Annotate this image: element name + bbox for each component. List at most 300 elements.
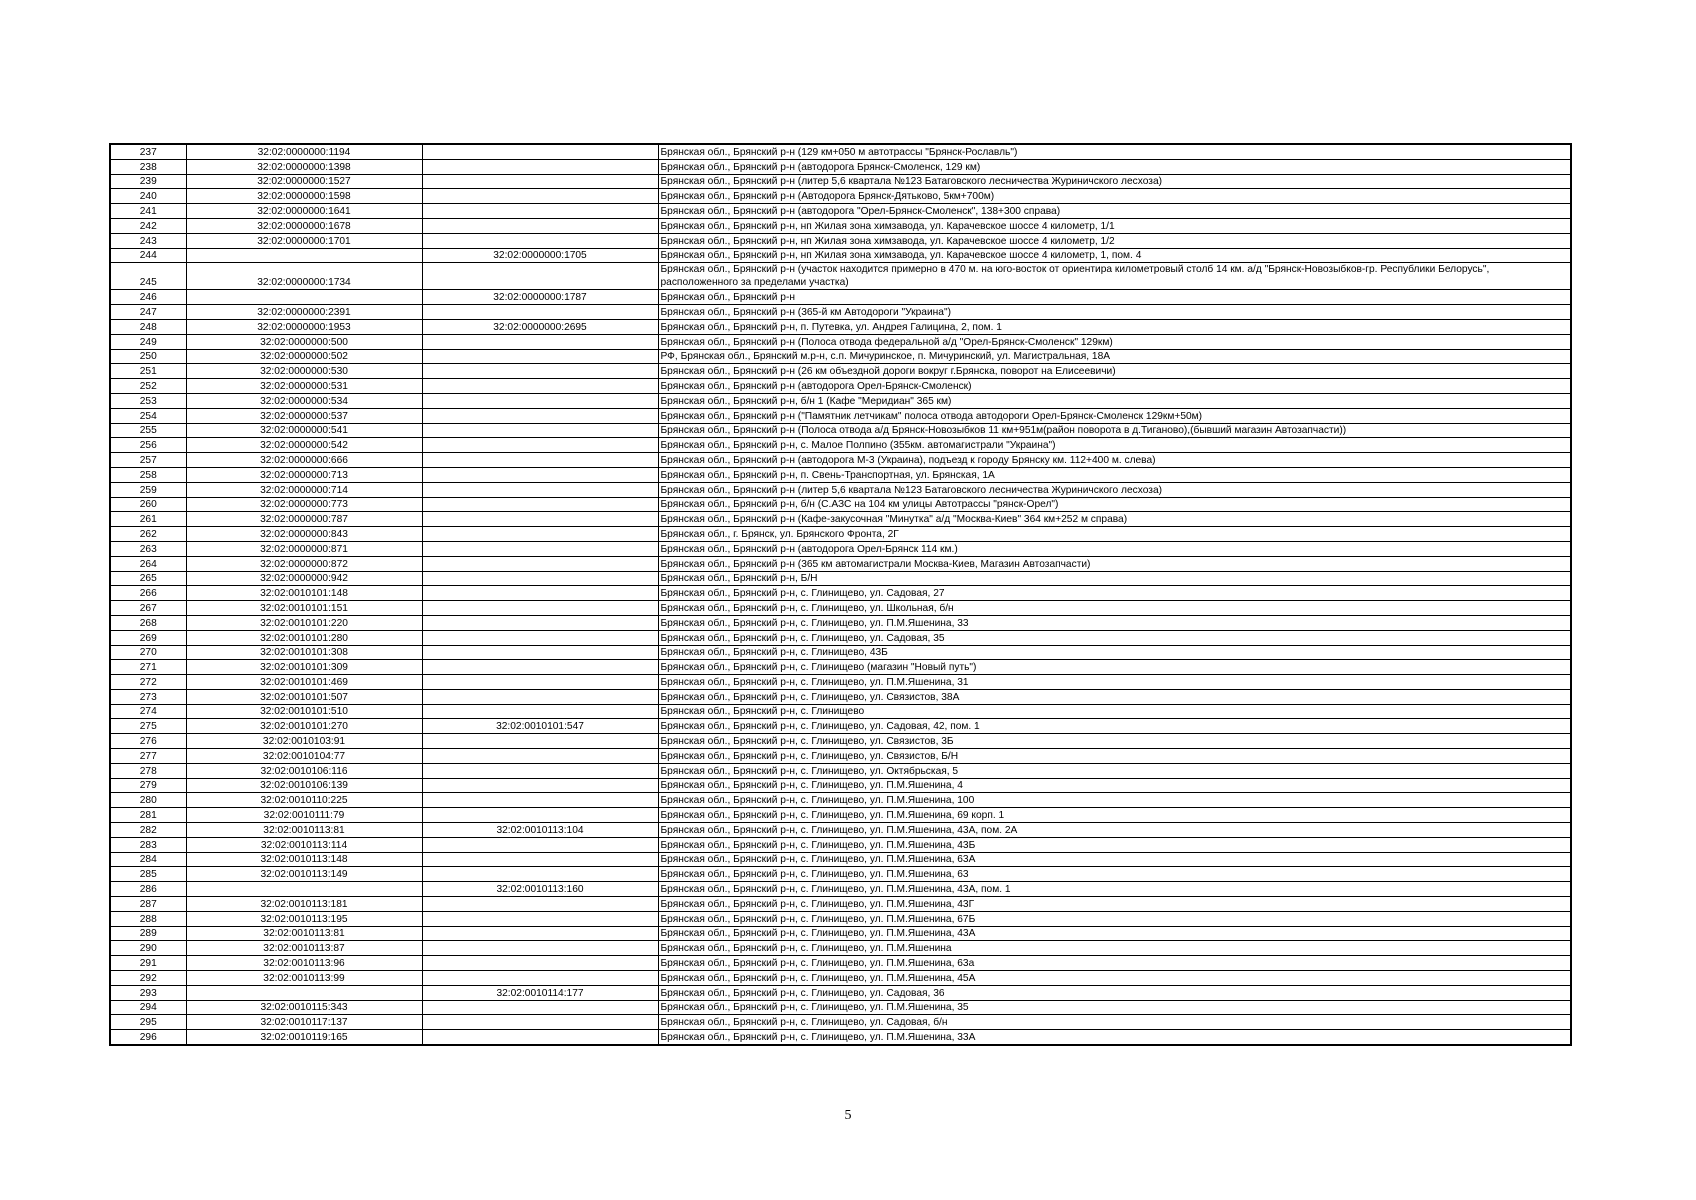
cadastral-number-cell: 32:02:0010101:308 — [186, 645, 422, 660]
table-row — [110, 704, 1571, 719]
cadastral-number-cell — [186, 985, 422, 1000]
cadastral-number-cell: 32:02:0000000:1527 — [186, 174, 422, 189]
address-cell: Брянская обл., Брянский р-н (365-й км Автодороги "Украина") — [658, 305, 1571, 320]
address-cell: Брянская обл., Брянский р-н, с. Глинищево (магазин "Новый путь") — [658, 660, 1571, 675]
row-number-cell: 261 — [110, 512, 186, 527]
address-cell: Брянская обл., Брянский р-н (участок находится примерно в 470 м. на юго-восток от ориентира километровый столб 14 км. а/д "Брянск-Новозыбков-гр. Республики Белорусь", расположенного за пределами участка) — [658, 263, 1571, 290]
address-cell: Брянская обл., Брянский р-н, с. Глинищево, ул. Садовая, 36 — [658, 985, 1571, 1000]
cadastral-number-cell: 32:02:0010113:181 — [186, 897, 422, 912]
table-row — [110, 393, 1571, 408]
table-row — [110, 423, 1571, 438]
cadastral-number-cell: 32:02:0000000:531 — [186, 379, 422, 394]
address-cell: Брянская обл., Брянский р-н, с. Глинищево, ул. П.М.Яшенина, 43Б — [658, 837, 1571, 852]
cadastral-number-cell: 32:02:0000000:843 — [186, 527, 422, 542]
table-row — [110, 778, 1571, 793]
table-body — [110, 144, 1571, 1045]
secondary-cadastral-number-cell: 32:02:0010113:160 — [422, 882, 658, 897]
table-row — [110, 808, 1571, 823]
address-cell: Брянская обл., Брянский р-н, с. Глинищево, ул. П.М.Яшенина, 63 — [658, 867, 1571, 882]
cadastral-number-cell: 32:02:0010101:148 — [186, 586, 422, 601]
table-row — [110, 719, 1571, 734]
secondary-cadastral-number-cell — [422, 941, 658, 956]
cadastral-number-cell: 32:02:0000000:942 — [186, 571, 422, 586]
address-cell: Брянская обл., Брянский р-н, с. Глинищево, ул. П.М.Яшенина, 43А — [658, 926, 1571, 941]
cadastral-number-cell: 32:02:0000000:773 — [186, 497, 422, 512]
address-cell: Брянская обл., Брянский р-н, нп Жилая зона химзавода, ул. Карачевское шоссе 4 километр, 1/1 — [658, 218, 1571, 233]
address-cell: Брянская обл., Брянский р-н, с. Глинищево, 43Б — [658, 645, 1571, 660]
address-cell: Брянская обл., Брянский р-н, б/н 1 (Кафе "Меридиан" 365 км) — [658, 393, 1571, 408]
secondary-cadastral-number-cell — [422, 512, 658, 527]
secondary-cadastral-number-cell: 32:02:0000000:1705 — [422, 248, 658, 263]
cadastral-number-cell: 32:02:0000000:1953 — [186, 319, 422, 334]
table-row — [110, 438, 1571, 453]
address-cell: Брянская обл., Брянский р-н, с. Малое Полпино (355км. автомагистрали "Украина") — [658, 438, 1571, 453]
cadastral-number-cell: 32:02:0000000:1641 — [186, 204, 422, 219]
cadastral-number-cell: 32:02:0000000:1734 — [186, 263, 422, 290]
address-cell: Брянская обл., Брянский р-н, с. Глинищево, ул. Октябрьская, 5 — [658, 763, 1571, 778]
secondary-cadastral-number-cell — [422, 645, 658, 660]
row-number-cell: 237 — [110, 144, 186, 159]
table-row — [110, 734, 1571, 749]
secondary-cadastral-number-cell — [422, 527, 658, 542]
cadastral-number-cell: 32:02:0010113:195 — [186, 911, 422, 926]
table-row — [110, 1015, 1571, 1030]
table-row — [110, 571, 1571, 586]
secondary-cadastral-number-cell — [422, 263, 658, 290]
row-number-cell: 290 — [110, 941, 186, 956]
address-cell: Брянская обл., Брянский р-н, с. Глинищево, ул. Связистов, Б/Н — [658, 749, 1571, 764]
row-number-cell: 291 — [110, 956, 186, 971]
cadastral-number-cell: 32:02:0000000:534 — [186, 393, 422, 408]
table-row — [110, 305, 1571, 320]
secondary-cadastral-number-cell — [422, 778, 658, 793]
address-cell: Брянская обл., Брянский р-н, с. Глинищево, ул. П.М.Яшенина, 31 — [658, 675, 1571, 690]
secondary-cadastral-number-cell — [422, 159, 658, 174]
table-row — [110, 1030, 1571, 1045]
address-cell: Брянская обл., Брянский р-н (Полоса отвода федеральной а/д "Орел-Брянск-Смоленск" 129км) — [658, 334, 1571, 349]
row-number-cell: 274 — [110, 704, 186, 719]
address-cell: Брянская обл., Брянский р-н, с. Глинищево, ул. П.М.Яшенина, 43А, пом. 1 — [658, 882, 1571, 897]
row-number-cell: 239 — [110, 174, 186, 189]
secondary-cadastral-number-cell — [422, 689, 658, 704]
row-number-cell: 247 — [110, 305, 186, 320]
table-row — [110, 926, 1571, 941]
address-cell: Брянская обл., Брянский р-н, нп Жилая зона химзавода, ул. Карачевское шоссе 4 километр, 1/2 — [658, 233, 1571, 248]
secondary-cadastral-number-cell — [422, 734, 658, 749]
address-cell: Брянская обл., Брянский р-н (Автодорога Брянск-Дятьково, 5км+700м) — [658, 189, 1571, 204]
page-number: 5 — [844, 1108, 852, 1123]
cadastral-number-cell: 32:02:0000000:1701 — [186, 233, 422, 248]
secondary-cadastral-number-cell — [422, 453, 658, 468]
row-number-cell: 272 — [110, 675, 186, 690]
row-number-cell: 264 — [110, 556, 186, 571]
secondary-cadastral-number-cell — [422, 497, 658, 512]
table-row — [110, 204, 1571, 219]
cadastral-table — [109, 143, 1572, 1046]
secondary-cadastral-number-cell — [422, 233, 658, 248]
cadastral-number-cell: 32:02:0000000:502 — [186, 349, 422, 364]
table-row — [110, 586, 1571, 601]
row-number-cell: 254 — [110, 408, 186, 423]
cadastral-number-cell: 32:02:0010101:151 — [186, 601, 422, 616]
cadastral-number-cell: 32:02:0000000:541 — [186, 423, 422, 438]
cadastral-number-cell: 32:02:0010101:469 — [186, 675, 422, 690]
cadastral-number-cell: 32:02:0000000:2391 — [186, 305, 422, 320]
table-row — [110, 675, 1571, 690]
row-number-cell: 267 — [110, 601, 186, 616]
table-row — [110, 512, 1571, 527]
secondary-cadastral-number-cell — [422, 379, 658, 394]
secondary-cadastral-number-cell — [422, 749, 658, 764]
table-row — [110, 189, 1571, 204]
table-row — [110, 749, 1571, 764]
secondary-cadastral-number-cell: 32:02:0000000:1787 — [422, 290, 658, 305]
address-cell: Брянская обл., Брянский р-н, с. Глинищево, ул. П.М.Яшенина, 63а — [658, 956, 1571, 971]
secondary-cadastral-number-cell: 32:02:0000000:2695 — [422, 319, 658, 334]
table-row — [110, 453, 1571, 468]
address-cell: Брянская обл., Брянский р-н, с. Глинищево, ул. П.М.Яшенина, 43Г — [658, 897, 1571, 912]
cadastral-number-cell: 32:02:0010101:309 — [186, 660, 422, 675]
secondary-cadastral-number-cell — [422, 218, 658, 233]
row-number-cell: 280 — [110, 793, 186, 808]
secondary-cadastral-number-cell — [422, 541, 658, 556]
row-number-cell: 283 — [110, 837, 186, 852]
secondary-cadastral-number-cell — [422, 911, 658, 926]
row-number-cell: 250 — [110, 349, 186, 364]
address-cell: Брянская обл., Брянский р-н, п. Путевка, ул. Андрея Галицина, 2, пом. 1 — [658, 319, 1571, 334]
secondary-cadastral-number-cell — [422, 204, 658, 219]
secondary-cadastral-number-cell — [422, 393, 658, 408]
row-number-cell: 279 — [110, 778, 186, 793]
table-row — [110, 248, 1571, 263]
row-number-cell: 246 — [110, 290, 186, 305]
cadastral-number-cell: 32:02:0010113:81 — [186, 823, 422, 838]
row-number-cell: 277 — [110, 749, 186, 764]
table-row — [110, 556, 1571, 571]
table-row — [110, 263, 1571, 290]
address-cell: Брянская обл., Брянский р-н, с. Глинищево, ул. П.М.Яшенина, 67Б — [658, 911, 1571, 926]
table-row — [110, 897, 1571, 912]
address-cell: Брянская обл., Брянский р-н, с. Глинищево, ул. П.М.Яшенина, 4 — [658, 778, 1571, 793]
table-row — [110, 379, 1571, 394]
cadastral-number-cell: 32:02:0010119:165 — [186, 1030, 422, 1045]
secondary-cadastral-number-cell — [422, 971, 658, 986]
row-number-cell: 293 — [110, 985, 186, 1000]
row-number-cell: 292 — [110, 971, 186, 986]
table-row — [110, 290, 1571, 305]
cadastral-number-cell: 32:02:0010113:87 — [186, 941, 422, 956]
table-row — [110, 408, 1571, 423]
cadastral-number-cell: 32:02:0010117:137 — [186, 1015, 422, 1030]
address-cell: Брянская обл., Брянский р-н (Кафе-закусочная "Минутка" а/д "Москва-Киев" 364 км+252 м справа) — [658, 512, 1571, 527]
cadastral-number-cell: 32:02:0010106:116 — [186, 763, 422, 778]
row-number-cell: 243 — [110, 233, 186, 248]
secondary-cadastral-number-cell: 32:02:0010101:547 — [422, 719, 658, 734]
cadastral-number-cell: 32:02:0010113:149 — [186, 867, 422, 882]
address-cell: Брянская обл., Брянский р-н, с. Глинищево, ул. П.М.Яшенина — [658, 941, 1571, 956]
row-number-cell: 287 — [110, 897, 186, 912]
cadastral-number-cell: 32:02:0010111:79 — [186, 808, 422, 823]
table-row — [110, 615, 1571, 630]
row-number-cell: 252 — [110, 379, 186, 394]
secondary-cadastral-number-cell — [422, 601, 658, 616]
table-row — [110, 467, 1571, 482]
secondary-cadastral-number-cell — [422, 675, 658, 690]
secondary-cadastral-number-cell — [422, 586, 658, 601]
secondary-cadastral-number-cell — [422, 660, 658, 675]
secondary-cadastral-number-cell — [422, 467, 658, 482]
cadastral-number-cell: 32:02:0010104:77 — [186, 749, 422, 764]
row-number-cell: 281 — [110, 808, 186, 823]
table-row — [110, 985, 1571, 1000]
table-row — [110, 867, 1571, 882]
cadastral-number-cell — [186, 882, 422, 897]
row-number-cell: 268 — [110, 615, 186, 630]
secondary-cadastral-number-cell — [422, 408, 658, 423]
row-number-cell: 269 — [110, 630, 186, 645]
cadastral-number-cell: 32:02:0010101:510 — [186, 704, 422, 719]
row-number-cell: 295 — [110, 1015, 186, 1030]
cadastral-number-cell: 32:02:0010101:220 — [186, 615, 422, 630]
cadastral-number-cell: 32:02:0000000:1194 — [186, 144, 422, 159]
table-row — [110, 541, 1571, 556]
table-row — [110, 159, 1571, 174]
table-row — [110, 349, 1571, 364]
address-cell: Брянская обл., Брянский р-н, с. Глинищево, ул. Связистов, 38А — [658, 689, 1571, 704]
secondary-cadastral-number-cell — [422, 571, 658, 586]
table-row — [110, 971, 1571, 986]
row-number-cell: 289 — [110, 926, 186, 941]
cadastral-number-cell: 32:02:0000000:1598 — [186, 189, 422, 204]
address-cell: Брянская обл., Брянский р-н, с. Глинищево, ул. П.М.Яшенина, 63А — [658, 852, 1571, 867]
cadastral-number-cell: 32:02:0010113:99 — [186, 971, 422, 986]
secondary-cadastral-number-cell — [422, 808, 658, 823]
secondary-cadastral-number-cell — [422, 364, 658, 379]
table-row — [110, 218, 1571, 233]
cadastral-number-cell: 32:02:0010113:96 — [186, 956, 422, 971]
address-cell: Брянская обл., Брянский р-н (365 км автомагистрали Москва-Киев, Магазин Автозапчасти) — [658, 556, 1571, 571]
address-cell: Брянская обл., Брянский р-н (автодорога Орел-Брянск-Смоленск) — [658, 379, 1571, 394]
row-number-cell: 296 — [110, 1030, 186, 1045]
secondary-cadastral-number-cell — [422, 423, 658, 438]
table-row — [110, 660, 1571, 675]
secondary-cadastral-number-cell — [422, 852, 658, 867]
row-number-cell: 278 — [110, 763, 186, 778]
cadastral-number-cell: 32:02:0010101:270 — [186, 719, 422, 734]
address-cell: Брянская обл., Брянский р-н, нп Жилая зона химзавода, ул. Карачевское шоссе 4 километр, 1, пом. 4 — [658, 248, 1571, 263]
address-cell: Брянская обл., Брянский р-н (автодорога Орел-Брянск 114 км.) — [658, 541, 1571, 556]
address-cell: Брянская обл., Брянский р-н, с. Глинищево, ул. П.М.Яшенина, 35 — [658, 1000, 1571, 1015]
address-cell: Брянская обл., Брянский р-н, с. Глинищево, ул. П.М.Яшенина, 69 корп. 1 — [658, 808, 1571, 823]
table-row — [110, 941, 1571, 956]
row-number-cell: 284 — [110, 852, 186, 867]
table-row — [110, 482, 1571, 497]
address-cell: Брянская обл., Брянский р-н, с. Глинищево, ул. П.М.Яшенина, 33А — [658, 1030, 1571, 1045]
secondary-cadastral-number-cell — [422, 482, 658, 497]
table-row — [110, 630, 1571, 645]
address-cell: Брянская обл., Брянский р-н (Полоса отвода а/д Брянск-Новозыбков 11 км+951м(район поворота в д.Тиганово),(бывший магазин Автозапчасти)) — [658, 423, 1571, 438]
cadastral-number-cell: 32:02:0010101:280 — [186, 630, 422, 645]
address-cell: Брянская обл., Брянский р-н, с. Глинищево, ул. П.М.Яшенина, 100 — [658, 793, 1571, 808]
table-row — [110, 763, 1571, 778]
row-number-cell: 256 — [110, 438, 186, 453]
secondary-cadastral-number-cell — [422, 189, 658, 204]
row-number-cell: 276 — [110, 734, 186, 749]
table-row — [110, 837, 1571, 852]
row-number-cell: 251 — [110, 364, 186, 379]
row-number-cell: 238 — [110, 159, 186, 174]
table-row — [110, 364, 1571, 379]
row-number-cell: 257 — [110, 453, 186, 468]
table-row — [110, 174, 1571, 189]
table-row — [110, 233, 1571, 248]
row-number-cell: 249 — [110, 334, 186, 349]
address-cell: Брянская обл., Брянский р-н (26 км объездной дороги вокруг г.Брянска, поворот на Елисеевичи) — [658, 364, 1571, 379]
row-number-cell: 242 — [110, 218, 186, 233]
cadastral-number-cell: 32:02:0000000:714 — [186, 482, 422, 497]
cadastral-number-cell: 32:02:0000000:872 — [186, 556, 422, 571]
cadastral-number-cell: 32:02:0010106:139 — [186, 778, 422, 793]
cadastral-number-cell: 32:02:0010115:343 — [186, 1000, 422, 1015]
row-number-cell: 263 — [110, 541, 186, 556]
row-number-cell: 285 — [110, 867, 186, 882]
cadastral-number-cell: 32:02:0010113:114 — [186, 837, 422, 852]
address-cell: Брянская обл., Брянский р-н, с. Глинищево, ул. Садовая, 42, пом. 1 — [658, 719, 1571, 734]
secondary-cadastral-number-cell — [422, 704, 658, 719]
cadastral-number-cell: 32:02:0000000:1678 — [186, 218, 422, 233]
secondary-cadastral-number-cell — [422, 897, 658, 912]
table-row — [110, 956, 1571, 971]
cadastral-number-cell: 32:02:0000000:530 — [186, 364, 422, 379]
row-number-cell: 255 — [110, 423, 186, 438]
row-number-cell: 258 — [110, 467, 186, 482]
cadastral-number-cell: 32:02:0000000:542 — [186, 438, 422, 453]
row-number-cell: 262 — [110, 527, 186, 542]
table-row — [110, 645, 1571, 660]
table-row — [110, 689, 1571, 704]
address-cell: Брянская обл., Брянский р-н (автодорога М-3 (Украина), подъезд к городу Брянску км. 112+400 м. слева) — [658, 453, 1571, 468]
address-cell: Брянская обл., г. Брянск, ул. Брянского Фронта, 2Г — [658, 527, 1571, 542]
cadastral-number-cell: 32:02:0000000:537 — [186, 408, 422, 423]
secondary-cadastral-number-cell — [422, 305, 658, 320]
row-number-cell: 241 — [110, 204, 186, 219]
row-number-cell: 275 — [110, 719, 186, 734]
secondary-cadastral-number-cell — [422, 630, 658, 645]
table-row — [110, 793, 1571, 808]
secondary-cadastral-number-cell — [422, 763, 658, 778]
secondary-cadastral-number-cell — [422, 1000, 658, 1015]
address-cell: Брянская обл., Брянский р-н, п. Свень-Транспортная, ул. Брянская, 1А — [658, 467, 1571, 482]
row-number-cell: 265 — [110, 571, 186, 586]
row-number-cell: 259 — [110, 482, 186, 497]
secondary-cadastral-number-cell — [422, 1015, 658, 1030]
table-row — [110, 1000, 1571, 1015]
table-row — [110, 882, 1571, 897]
table-row — [110, 852, 1571, 867]
row-number-cell: 286 — [110, 882, 186, 897]
address-cell: Брянская обл., Брянский р-н, с. Глинищево, ул. П.М.Яшенина, 33 — [658, 615, 1571, 630]
row-number-cell: 245 — [110, 263, 186, 290]
cadastral-number-cell: 32:02:0000000:713 — [186, 467, 422, 482]
table-row — [110, 601, 1571, 616]
address-cell: Брянская обл., Брянский р-н — [658, 290, 1571, 305]
address-cell: Брянская обл., Брянский р-н (автодорога Брянск-Смоленск, 129 км) — [658, 159, 1571, 174]
row-number-cell: 288 — [110, 911, 186, 926]
cadastral-number-cell: 32:02:0000000:500 — [186, 334, 422, 349]
cadastral-number-cell: 32:02:0010113:81 — [186, 926, 422, 941]
address-cell: Брянская обл., Брянский р-н, б/н (С.АЗС на 104 км улицы Автотрассы "рянск-Орел") — [658, 497, 1571, 512]
row-number-cell: 260 — [110, 497, 186, 512]
table-row — [110, 527, 1571, 542]
secondary-cadastral-number-cell — [422, 349, 658, 364]
address-cell: Брянская обл., Брянский р-н, с. Глинищево — [658, 704, 1571, 719]
cadastral-number-cell: 32:02:0000000:787 — [186, 512, 422, 527]
secondary-cadastral-number-cell — [422, 793, 658, 808]
row-number-cell: 266 — [110, 586, 186, 601]
secondary-cadastral-number-cell: 32:02:0010114:177 — [422, 985, 658, 1000]
address-cell: Брянская обл., Брянский р-н, с. Глинищево, ул. Садовая, б/н — [658, 1015, 1571, 1030]
row-number-cell: 270 — [110, 645, 186, 660]
row-number-cell: 253 — [110, 393, 186, 408]
secondary-cadastral-number-cell — [422, 556, 658, 571]
secondary-cadastral-number-cell: 32:02:0010113:104 — [422, 823, 658, 838]
cadastral-number-cell: 32:02:0000000:871 — [186, 541, 422, 556]
table-row — [110, 334, 1571, 349]
row-number-cell: 248 — [110, 319, 186, 334]
address-cell: Брянская обл., Брянский р-н, с. Глинищево, ул. Садовая, 27 — [658, 586, 1571, 601]
address-cell: Брянская обл., Брянский р-н (129 км+050 м автотрассы "Брянск-Рославль") — [658, 144, 1571, 159]
address-cell: Брянская обл., Брянский р-н (литер 5,6 квартала №123 Батаговского лесничества Журиничского лесхоза) — [658, 174, 1571, 189]
address-cell: Брянская обл., Брянский р-н, с. Глинищево, ул. П.М.Яшенина, 45А — [658, 971, 1571, 986]
cadastral-number-cell: 32:02:0000000:666 — [186, 453, 422, 468]
secondary-cadastral-number-cell — [422, 615, 658, 630]
secondary-cadastral-number-cell — [422, 926, 658, 941]
address-cell: РФ, Брянская обл., Брянский м.р-н, с.п. Мичуринское, п. Мичуринский, ул. Магистральная, 18А — [658, 349, 1571, 364]
table-row — [110, 911, 1571, 926]
cadastral-number-cell: 32:02:0010110:225 — [186, 793, 422, 808]
secondary-cadastral-number-cell — [422, 438, 658, 453]
table-row — [110, 823, 1571, 838]
table-row — [110, 144, 1571, 159]
table-row — [110, 319, 1571, 334]
cadastral-number-cell: 32:02:0000000:1398 — [186, 159, 422, 174]
row-number-cell: 240 — [110, 189, 186, 204]
row-number-cell: 244 — [110, 248, 186, 263]
row-number-cell: 273 — [110, 689, 186, 704]
address-cell: Брянская обл., Брянский р-н, Б/Н — [658, 571, 1571, 586]
cadastral-number-cell: 32:02:0010113:148 — [186, 852, 422, 867]
secondary-cadastral-number-cell — [422, 867, 658, 882]
cadastral-number-cell — [186, 290, 422, 305]
secondary-cadastral-number-cell — [422, 1030, 658, 1045]
address-cell: Брянская обл., Брянский р-н, с. Глинищево, ул. Связистов, 3Б — [658, 734, 1571, 749]
secondary-cadastral-number-cell — [422, 174, 658, 189]
row-number-cell: 294 — [110, 1000, 186, 1015]
table-row — [110, 497, 1571, 512]
secondary-cadastral-number-cell — [422, 956, 658, 971]
cadastral-number-cell — [186, 248, 422, 263]
cadastral-number-cell: 32:02:0010101:507 — [186, 689, 422, 704]
address-cell: Брянская обл., Брянский р-н, с. Глинищево, ул. Садовая, 35 — [658, 630, 1571, 645]
address-cell: Брянская обл., Брянский р-н ("Памятник летчикам" полоса отвода автодороги Орел-Брянск-Смоленск 129км+50м) — [658, 408, 1571, 423]
row-number-cell: 271 — [110, 660, 186, 675]
secondary-cadastral-number-cell — [422, 837, 658, 852]
address-cell: Брянская обл., Брянский р-н, с. Глинищево, ул. Школьная, б/н — [658, 601, 1571, 616]
secondary-cadastral-number-cell — [422, 334, 658, 349]
row-number-cell: 282 — [110, 823, 186, 838]
address-cell: Брянская обл., Брянский р-н (литер 5,6 квартала №123 Батаговского лесничества Журиничского лесхоза) — [658, 482, 1571, 497]
address-cell: Брянская обл., Брянский р-н, с. Глинищево, ул. П.М.Яшенина, 43А, пом. 2А — [658, 823, 1571, 838]
